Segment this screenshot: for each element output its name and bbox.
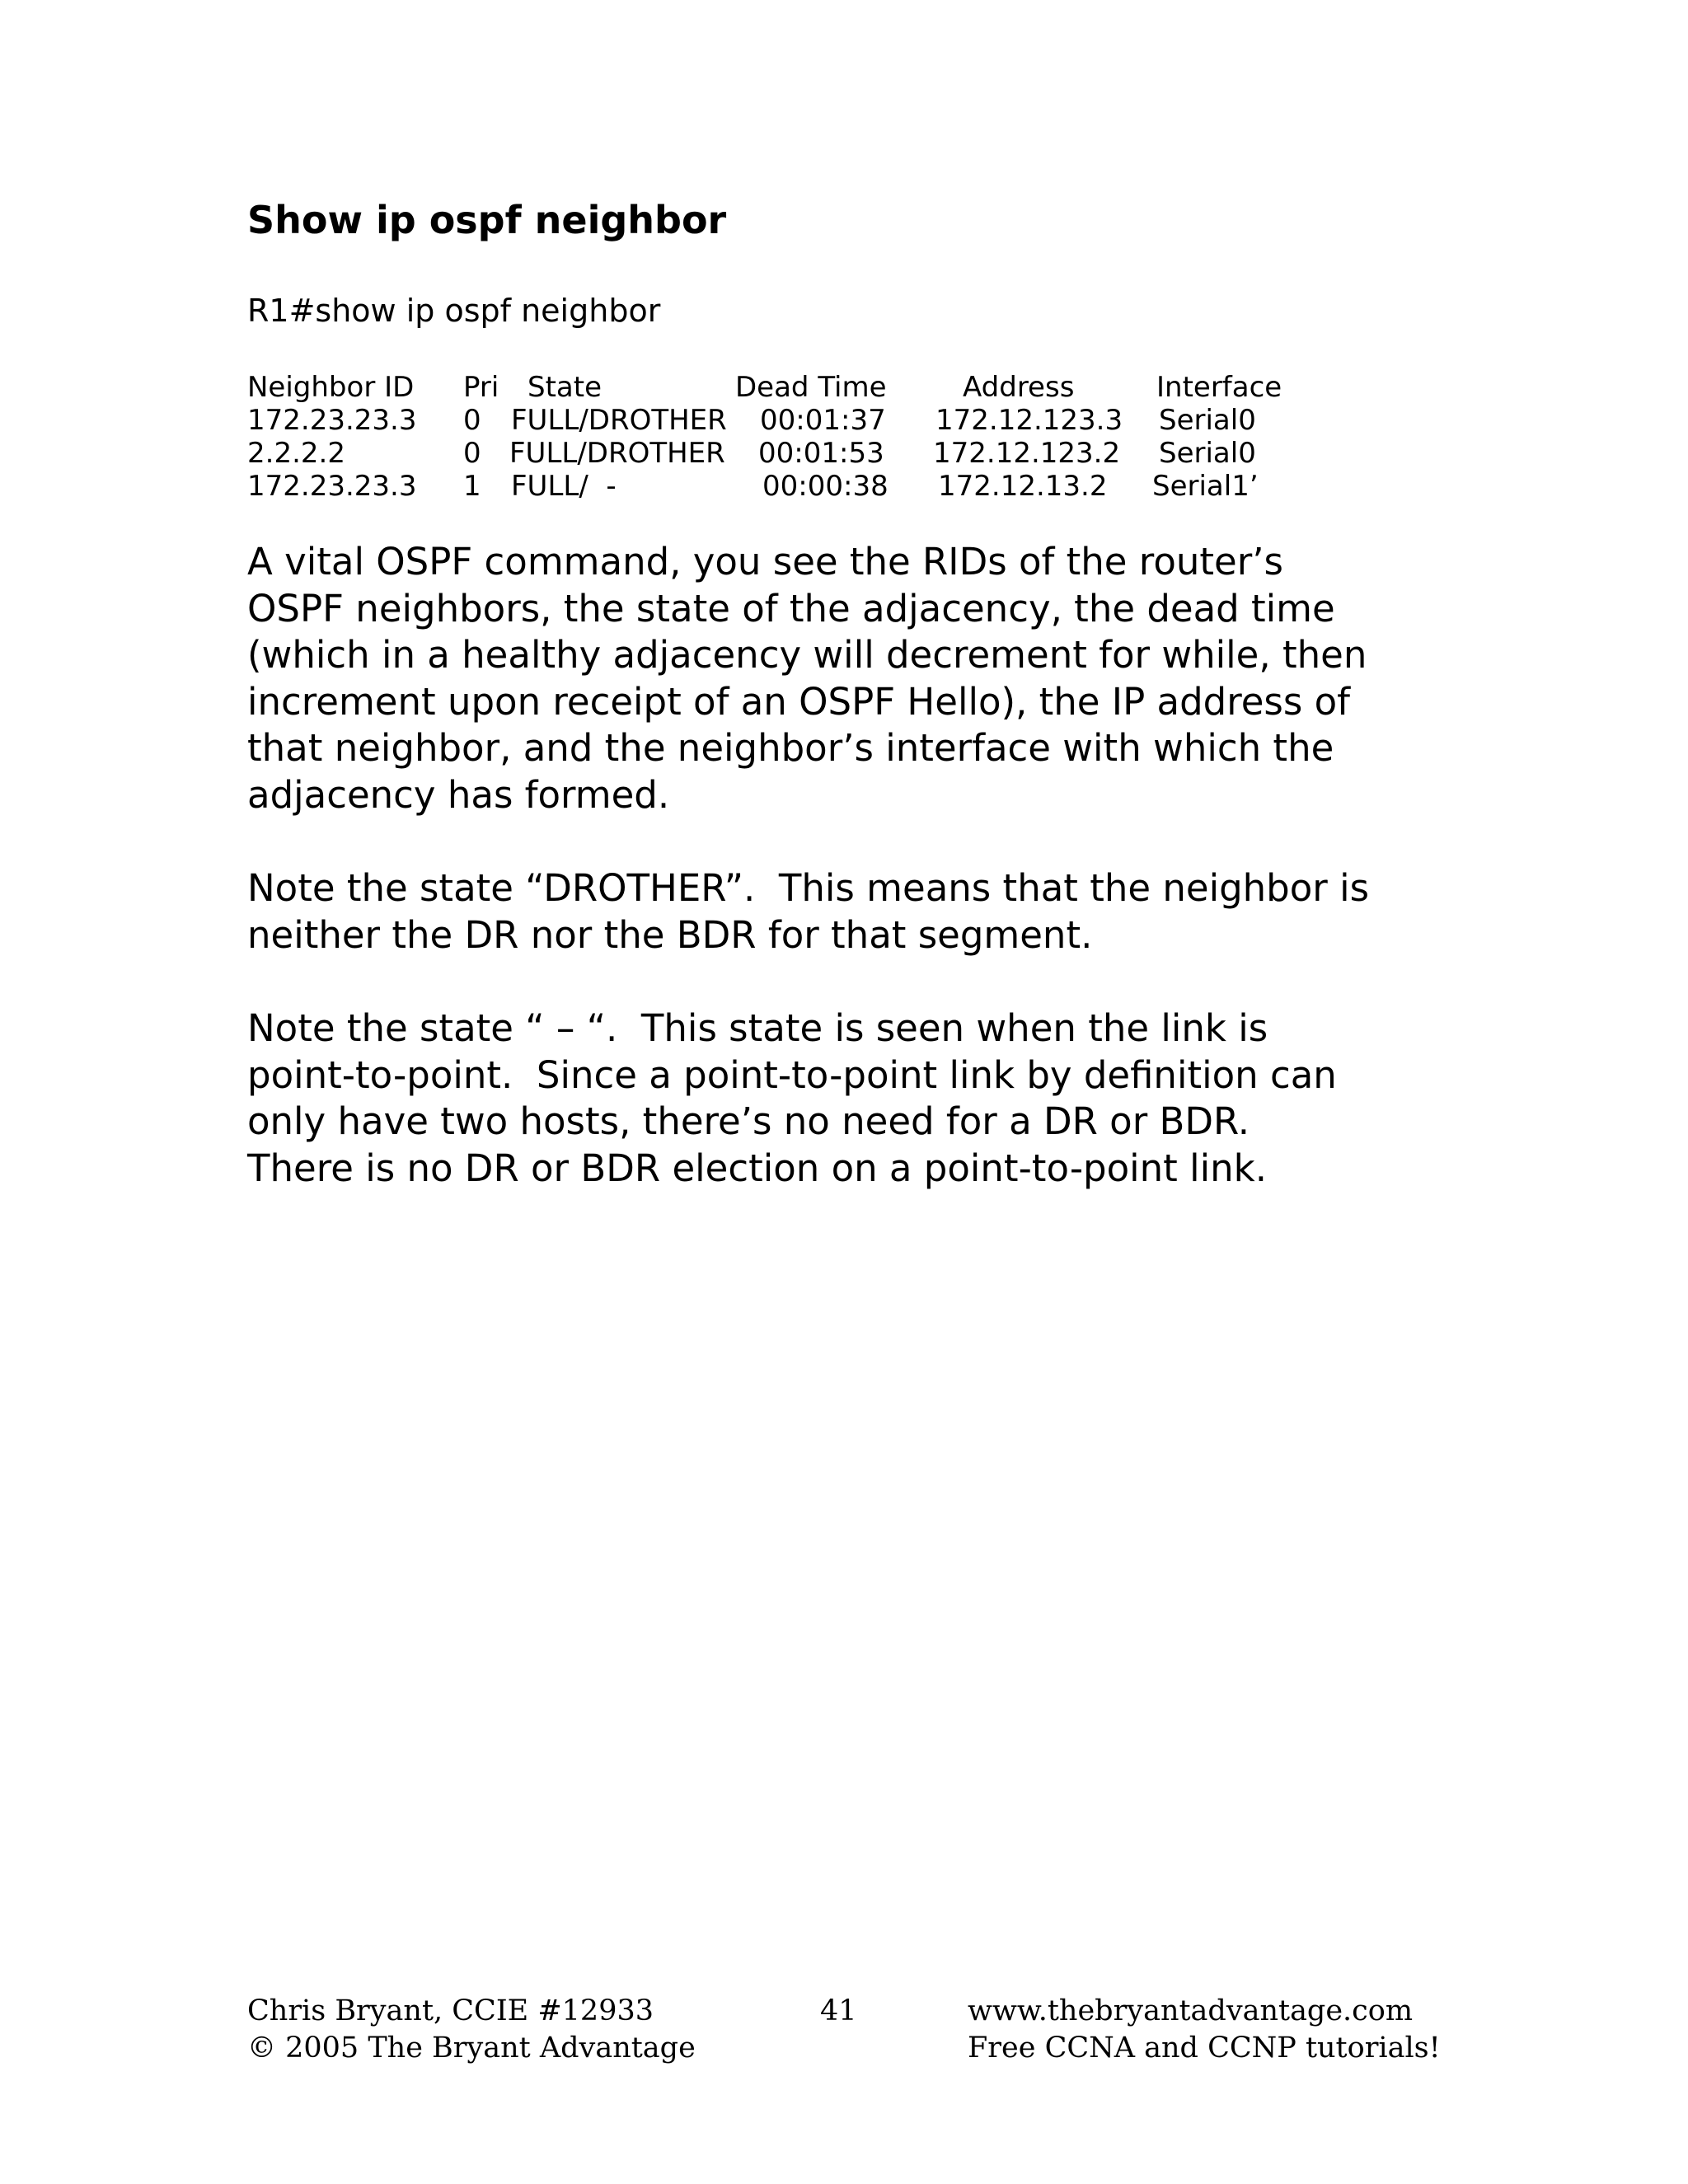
cell-dead-time: 00:01:37	[760, 404, 886, 437]
footer-author: Chris Bryant, CCIE #12933	[247, 1994, 654, 2027]
paragraph-line: adjacency has formed.	[247, 772, 670, 817]
page-heading: Show ip ospf neighbor	[247, 198, 727, 242]
cell-neighbor-id: 172.23.23.3	[247, 470, 417, 503]
paragraph-line: (which in a healthy adjacency will decrement for while, then	[247, 633, 1367, 677]
header-state: State	[528, 371, 602, 404]
cell-neighbor-id: 172.23.23.3	[247, 404, 417, 437]
paragraph-line: OSPF neighbors, the state of the adjacency, the dead time	[247, 586, 1335, 630]
paragraph-drother-note	[247, 865, 1451, 958]
paragraph-line: point-to-point. Since a point-to-point link by definition can	[247, 1052, 1337, 1097]
header-dead-time: Dead Time	[735, 371, 887, 404]
cell-pri: 0	[463, 404, 481, 437]
paragraph-line: increment upon receipt of an OSPF Hello), the IP address of	[247, 679, 1350, 724]
footer-left	[247, 1993, 696, 2067]
paragraph-point-to-point-note	[247, 1005, 1451, 1192]
cell-interface: Serial0	[1159, 437, 1256, 470]
cell-neighbor-id: 2.2.2.2	[247, 437, 345, 470]
paragraph-ospf-description	[247, 539, 1451, 818]
cell-interface: Serial1’	[1152, 470, 1259, 503]
ospf-neighbor-table	[247, 371, 1319, 503]
cell-dead-time: 00:00:38	[762, 470, 889, 503]
cell-state: FULL/ -	[511, 470, 617, 503]
cell-dead-time: 00:01:53	[758, 437, 884, 470]
cli-command: R1#show ip ospf neighbor	[247, 293, 661, 329]
paragraph-line: only have two hosts, there’s no need for a DR or BDR.	[247, 1099, 1250, 1143]
cell-address: 172.12.123.2	[933, 437, 1121, 470]
cell-state: FULL/DROTHER	[511, 404, 727, 437]
footer-tagline: Free CCNA and CCNP tutorials!	[968, 2032, 1441, 2064]
table-row	[247, 437, 1319, 470]
paragraph-line: Note the state “DROTHER”. This means that the neighbor is	[247, 866, 1370, 910]
footer-right	[968, 1993, 1441, 2067]
cell-address: 172.12.13.2	[938, 470, 1108, 503]
page-number: 41	[820, 1994, 857, 2027]
header-interface: Interface	[1156, 371, 1282, 404]
table-row	[247, 404, 1319, 437]
footer-copyright: © 2005 The Bryant Advantage	[247, 2032, 696, 2064]
cell-pri: 1	[463, 470, 481, 503]
footer-website: www.thebryantadvantage.com	[968, 1994, 1414, 2027]
table-header-row	[247, 371, 1319, 404]
table-row	[247, 470, 1319, 503]
header-neighbor-id: Neighbor ID	[247, 371, 415, 404]
header-address: Address	[963, 371, 1075, 404]
paragraph-line: Note the state “ – “. This state is seen when the link is	[247, 1006, 1268, 1050]
cell-interface: Serial0	[1159, 404, 1256, 437]
cell-state: FULL/DROTHER	[509, 437, 725, 470]
paragraph-line: neither the DR nor the BDR for that segment.	[247, 912, 1093, 957]
cell-pri: 0	[463, 437, 481, 470]
paragraph-line: There is no DR or BDR election on a point-to-point link.	[247, 1146, 1268, 1190]
paragraph-line: A vital OSPF command, you see the RIDs of the router’s	[247, 540, 1283, 583]
header-pri: Pri	[463, 371, 499, 404]
cell-address: 172.12.123.3	[935, 404, 1123, 437]
paragraph-line: that neighbor, and the neighbor’s interface with which the	[247, 726, 1334, 770]
